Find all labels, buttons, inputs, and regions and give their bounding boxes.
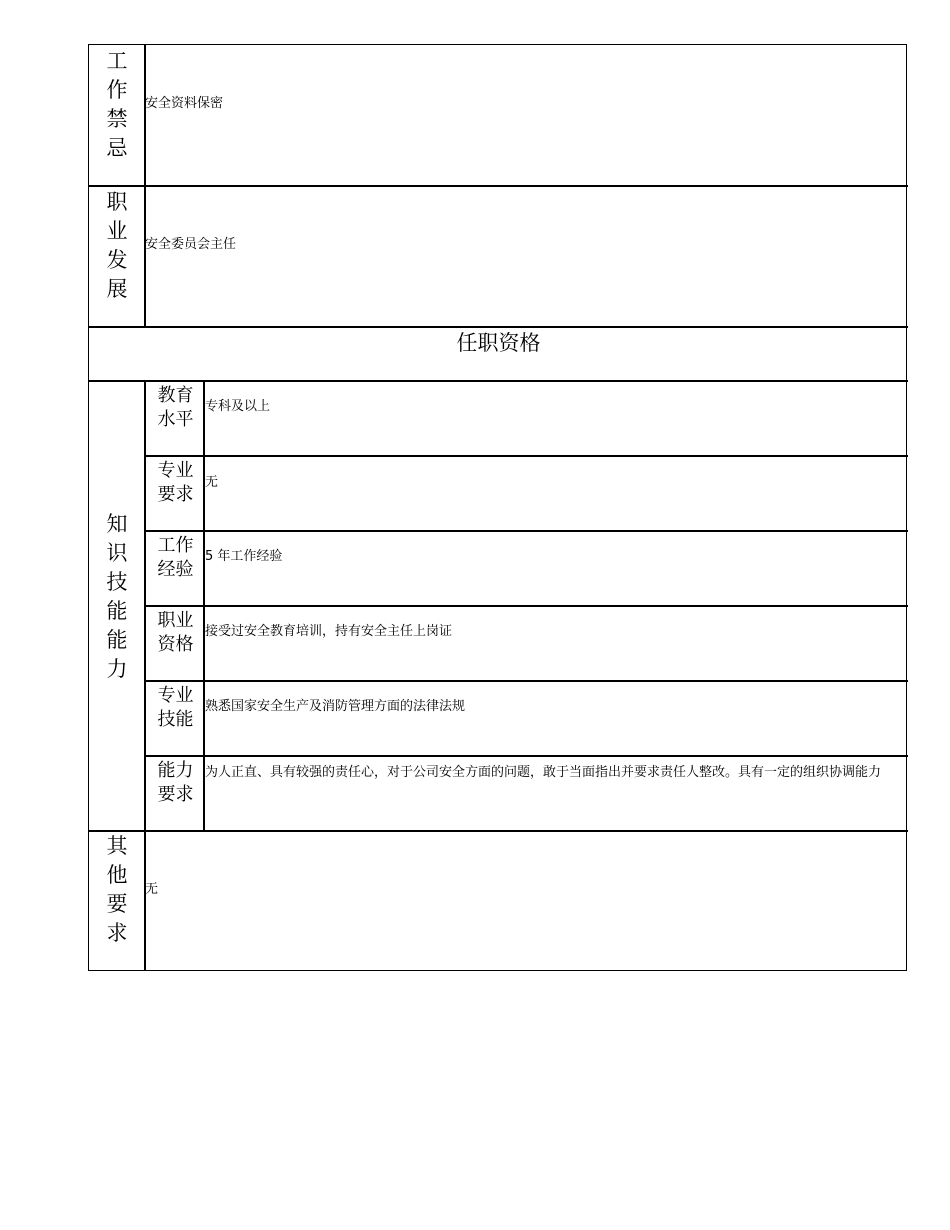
certification-label: [146, 609, 205, 657]
qualifications-group-label: [89, 510, 145, 684]
professional-skill-label-line1: 专业: [157, 685, 194, 706]
row-divider: [145, 680, 908, 682]
work-experience-label-line1: 工作: [157, 535, 194, 556]
career-label: [89, 188, 145, 304]
major-requirement-label-line2: 要求: [157, 484, 194, 505]
professional-skill-label: [146, 684, 205, 732]
work-experience-label-line2: 经验: [157, 559, 194, 580]
taboos-label: [89, 47, 145, 163]
job-requirements-table: [88, 44, 907, 971]
other-requirements-label-text: 其他要求: [106, 834, 128, 945]
qualifications-title: 任职资格: [456, 331, 541, 355]
certification-value: 接受过安全教育培训，持有安全主任上岗证: [205, 624, 453, 639]
row-divider: [145, 755, 908, 757]
professional-skill-label-line2: 技能: [157, 709, 194, 730]
ability-requirement-label: [146, 759, 205, 807]
major-requirement-label: [146, 459, 205, 507]
professional-skill-value: 熟悉国家安全生产及消防管理方面的法律法规: [205, 699, 466, 714]
row-divider: [89, 380, 908, 382]
education-value: 专科及以上: [205, 399, 271, 414]
other-requirements-value: 无: [145, 882, 159, 897]
row-divider: [89, 830, 908, 832]
work-experience-value: 5 年工作经验: [205, 549, 283, 564]
certification-label-line2: 资格: [157, 634, 194, 655]
taboos-label-text: 工作禁忌: [106, 49, 128, 160]
taboos-value: 安全资料保密: [145, 96, 224, 111]
career-label-text: 职业发展: [106, 190, 128, 301]
education-label-line1: 教育: [157, 385, 194, 406]
education-label-line2: 水平: [157, 409, 194, 430]
career-value: 安全委员会主任: [145, 237, 237, 252]
row-divider: [145, 530, 908, 532]
ability-requirement-label-line1: 能力: [157, 760, 194, 781]
education-label: [146, 384, 205, 432]
ability-requirement-label-line2: 要求: [157, 784, 194, 805]
major-requirement-label-line1: 专业: [157, 460, 194, 481]
row-divider: [145, 455, 908, 457]
row-divider: [89, 185, 908, 187]
major-requirement-value: 无: [205, 475, 219, 490]
work-experience-label: [146, 534, 205, 582]
certification-label-line1: 职业: [157, 610, 194, 631]
other-requirements-label: [89, 832, 145, 948]
qualifications-group-label-text: 知识技能能力: [106, 512, 128, 681]
row-divider: [145, 605, 908, 607]
ability-requirement-value: 为人正直、具有较强的责任心，对于公司安全方面的问题，敢于当面指出并要求责任人整改。具有一定的组织协调能力: [205, 765, 882, 780]
